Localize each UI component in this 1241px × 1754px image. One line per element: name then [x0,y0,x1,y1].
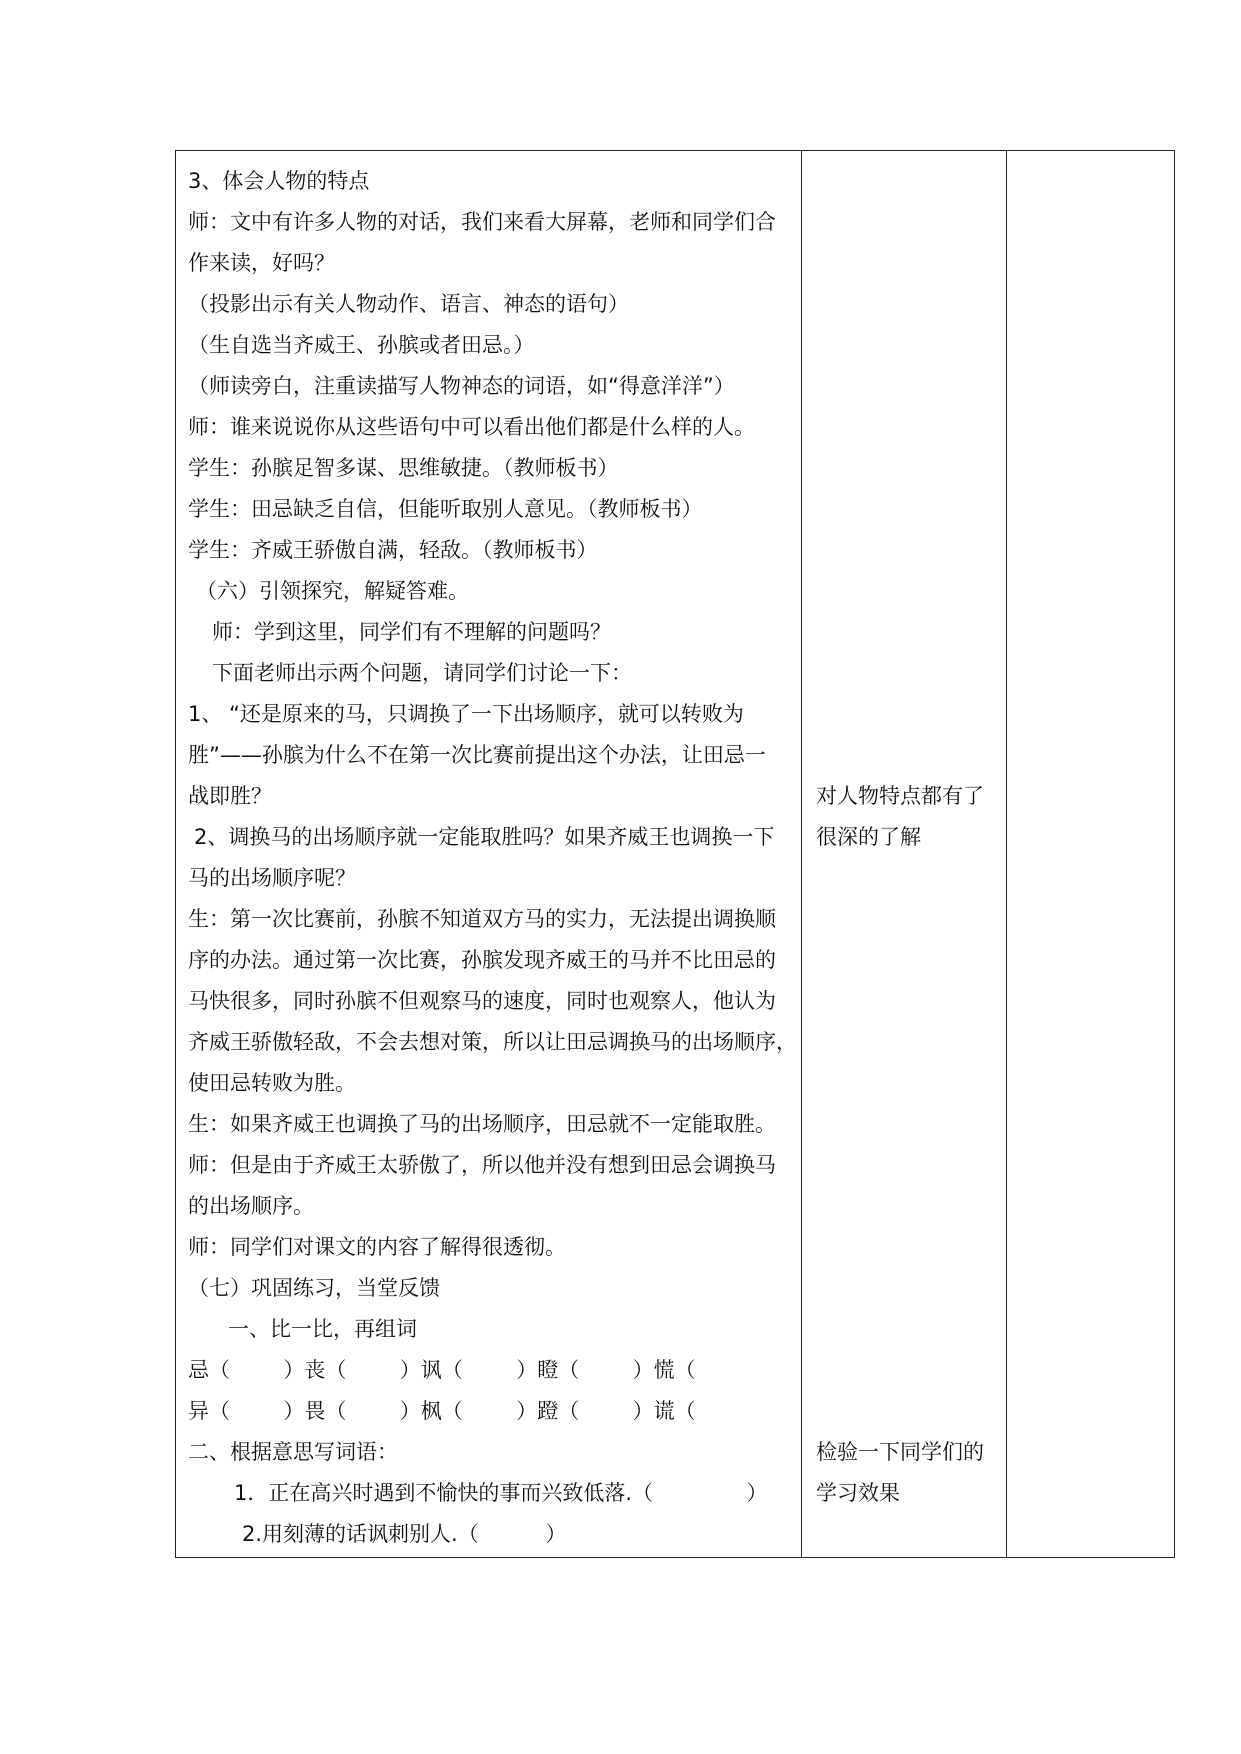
text-line: 生：第一次比赛前，孙膑不知道双方马的实力，无法提出调换顺 [188,907,776,931]
exercise-item: 2.用刻薄的话讽刺别人.（ ） [242,1522,567,1546]
text-line: 师：文中有许多人物的对话，我们来看大屏幕，老师和同学们合 [188,210,776,234]
question-line: 胜”——孙膑为什么不在第一次比赛前提出这个办法，让田忌一 [188,743,766,767]
exercise-heading: 一、比一比，再组词 [228,1317,417,1341]
section-heading: （七）巩固练习，当堂反馈 [188,1276,440,1300]
text-line: （师读旁白，注重读描写人物神态的词语，如“得意洋洋”） [188,374,735,398]
text-line: 使田忌转败为胜。 [188,1071,356,1095]
text-line: 下面老师出示两个问题，请同学们讨论一下： [212,661,632,685]
text-line: 齐威王骄傲轻敌，不会去想对策，所以让田忌调换马的出场顺序， [188,1030,797,1054]
exercise-row: 异（ ）畏（ ）枫（ ）蹬（ ）谎（ [188,1399,696,1423]
text-line: 生：如果齐威王也调换了马的出场顺序，田忌就不一定能取胜。 [188,1112,776,1136]
text-line: （投影出示有关人物动作、语言、神态的语句） [188,292,629,316]
text-line: 作来读，好吗？ [188,251,335,275]
lesson-plan-table [175,150,1175,1558]
design-intent-note [816,1432,1006,1514]
note-line: 学习效果 [816,1481,900,1505]
exercise-heading: 二、根据意思写词语： [188,1440,398,1464]
question-line: 2、调换马的出场顺序就一定能取胜吗？如果齐威王也调换一下 [194,825,775,849]
note-line: 检验一下同学们的 [816,1440,984,1464]
text-line: 师：但是由于齐威王太骄傲了，所以他并没有想到田忌会调换马 [188,1153,776,1177]
text-line: 学生：孙膑足智多谋、思维敏捷。（教师板书） [188,456,619,480]
question-line: 1、 “还是原来的马，只调换了一下出场顺序，就可以转败为 [188,702,744,726]
column-divider [801,151,802,1557]
note-line: 很深的了解 [816,825,921,849]
text-line: 学生：田忌缺乏自信，但能听取别人意见。（教师板书） [188,497,703,521]
text-line: 的出场顺序。 [188,1194,314,1218]
question-line: 战即胜？ [188,784,272,808]
note-line: 对人物特点都有了 [816,784,984,808]
text-line: 马快很多，同时孙膑不但观察马的速度，同时也观察人，他认为 [188,989,776,1013]
text-line: 师：学到这里，同学们有不理解的问题吗？ [212,620,611,644]
section-heading: （六）引领探究，解疑答难。 [196,579,469,603]
exercise-item: 1．正在高兴时遇到不愉快的事而兴致低落.（ ） [234,1481,768,1505]
question-line: 马的出场顺序呢？ [188,866,356,890]
text-line: 学生：齐威王骄傲自满，轻敌。（教师板书） [188,538,598,562]
text-line: 3、体会人物的特点 [188,169,370,193]
text-line: （生自选当齐威王、孙膑或者田忌。） [188,333,535,357]
design-intent-note [816,776,1006,858]
text-line: 师：谁来说说你从这些语句中可以看出他们都是什么样的人。 [188,415,755,439]
column-divider [1006,151,1007,1557]
exercise-row: 忌（ ）丧（ ）讽（ ）瞪（ ）慌（ [188,1358,696,1382]
text-line: 序的办法。通过第一次比赛，孙膑发现齐威王的马并不比田忌的 [188,948,776,972]
text-line: 师：同学们对课文的内容了解得很透彻。 [188,1235,566,1259]
